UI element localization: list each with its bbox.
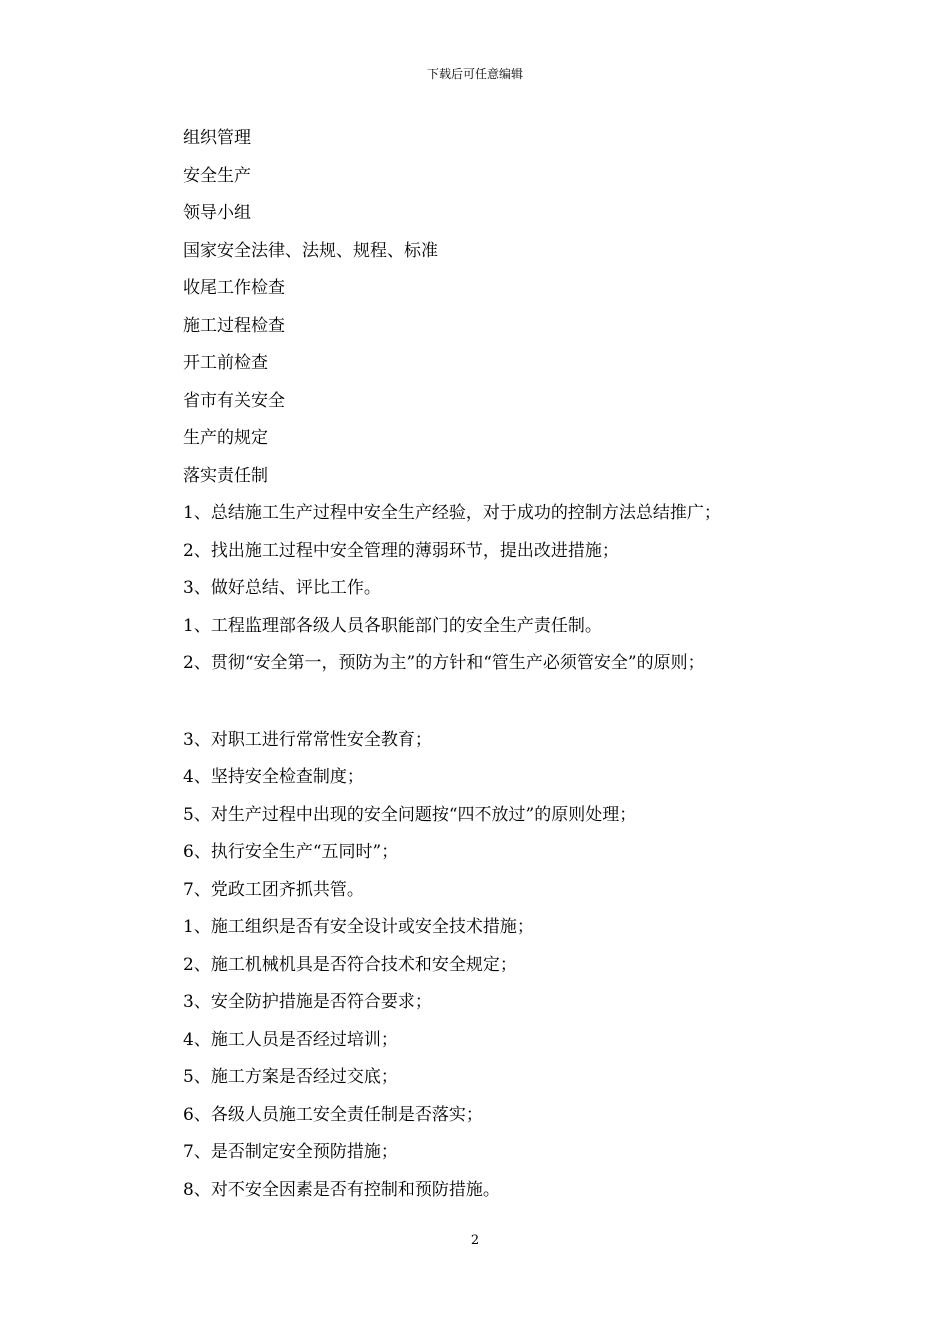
text-line: 施工过程检查 <box>183 315 285 336</box>
text-line: 3、做好总结、评比工作。 <box>183 578 381 598</box>
text-line: 4、施工人员是否经过培训； <box>183 1029 398 1050</box>
text-line: 4、坚持安全检查制度； <box>183 767 364 787</box>
text-line: 6、执行安全生产“五同时”； <box>183 842 399 862</box>
text-line: 3、安全防护措施是否符合要求； <box>183 992 432 1012</box>
document-body <box>183 123 823 1212</box>
text-line: 国家安全法律、法规、规程、标准 <box>183 240 438 261</box>
text-line: 3、对职工进行常常性安全教育； <box>183 729 432 750</box>
text-line: 省市有关安全 <box>183 390 285 411</box>
text-line: 7、党政工团齐抓共管。 <box>183 879 364 900</box>
text-line: 5、对生产过程中出现的安全问题按“四不放过”的原则处理； <box>183 804 637 825</box>
text-line: 7、是否制定安全预防措施； <box>183 1142 398 1162</box>
blank-line <box>183 686 823 725</box>
text-line: 2、贯彻“安全第一，预防为主”的方针和“管生产必须管安全”的原则； <box>183 653 705 673</box>
text-line: 5、施工方案是否经过交底； <box>183 1067 398 1087</box>
text-line: 2、找出施工过程中安全管理的薄弱环节，提出改进措施； <box>183 540 619 561</box>
text-line: 落实责任制 <box>183 465 268 486</box>
text-line: 8、对不安全因素是否有控制和预防措施。 <box>183 1179 500 1200</box>
text-line: 2、施工机械机具是否符合技术和安全规定； <box>183 954 517 975</box>
page-number: 2 <box>470 1233 480 1248</box>
text-line: 6、各级人员施工安全责任制是否落实； <box>183 1104 483 1125</box>
text-line: 开工前检查 <box>183 353 268 373</box>
page-header: 下载后可任意编辑 <box>426 67 523 81</box>
text-line: 生产的规定 <box>183 428 268 448</box>
text-line: 1、总结施工生产过程中安全生产经验，对于成功的控制方法总结推广； <box>183 503 721 523</box>
text-line: 安全生产 <box>183 165 251 186</box>
text-line: 组织管理 <box>183 128 251 148</box>
text-line: 1、工程监理部各级人员各职能部门的安全生产责任制。 <box>183 615 602 636</box>
text-line: 收尾工作检查 <box>183 278 285 298</box>
text-line: 领导小组 <box>183 203 251 223</box>
text-line: 1、施工组织是否有安全设计或安全技术措施； <box>183 917 534 937</box>
